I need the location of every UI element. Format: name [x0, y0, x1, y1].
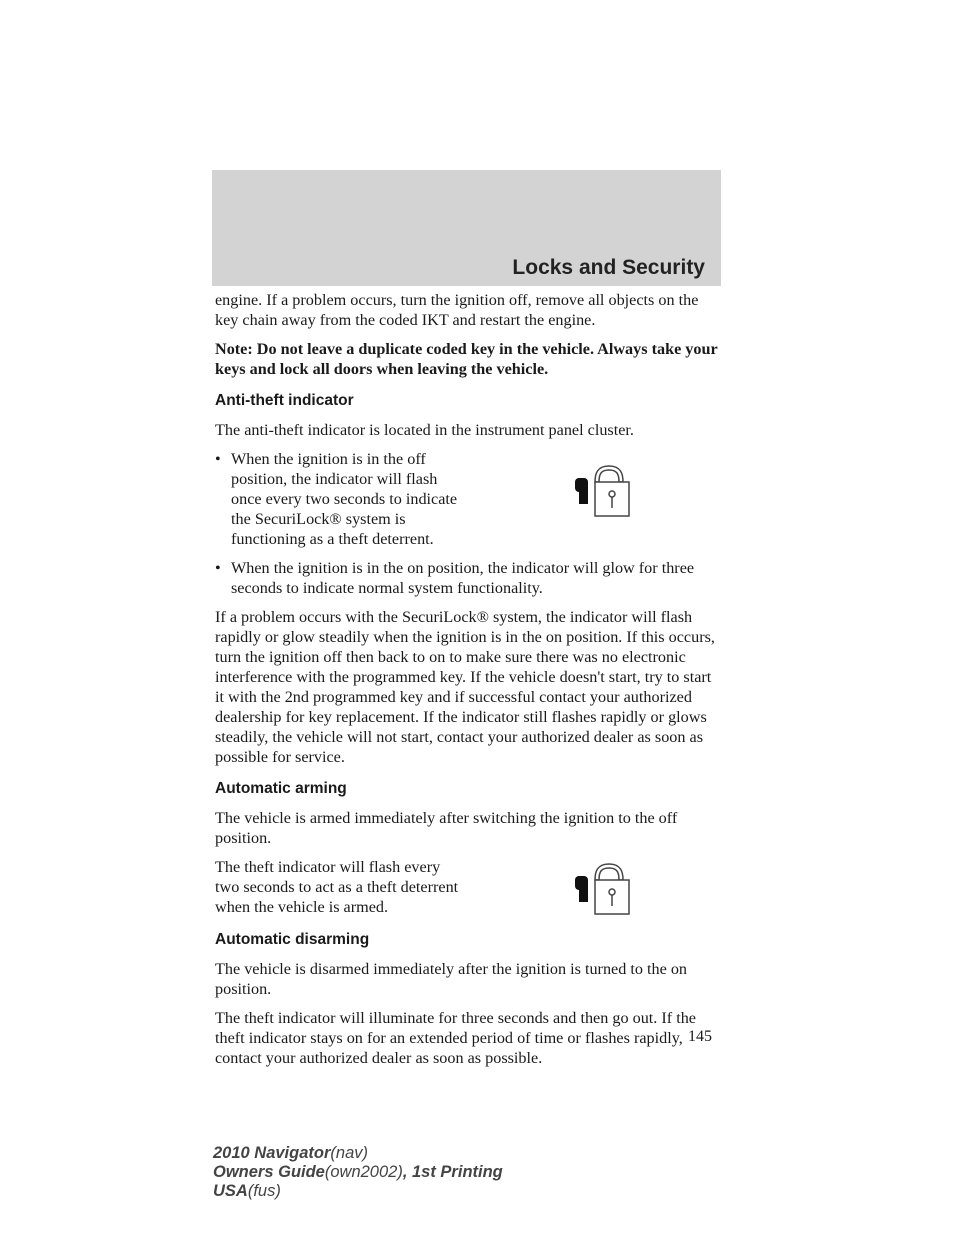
bullet-text: When the ignition is in the off position, the indicator will flash once every two seconds to indicate the SecuriLock® system is functioning as a theft deterrent.	[231, 450, 458, 548]
page-content	[215, 290, 721, 1068]
footer-guide: Owners Guide	[213, 1163, 325, 1181]
anti-theft-lead: The anti-theft indicator is located in the instrument panel cluster.	[215, 421, 634, 439]
vehicle-lock-icon	[575, 460, 635, 520]
footer-line-2	[213, 1163, 503, 1182]
automatic-disarming-heading: Automatic disarming	[215, 931, 370, 948]
disarming-paragraph-2: The theft indicator will illuminate for three seconds and then go out. If the theft indicator stays on for an extended period of time or flashes rapidly, contact your authorized dealer as soon as possible.	[215, 1009, 696, 1067]
problem-paragraph: If a problem occurs with the SecuriLock® system, the indicator will flash rapidly or glow steadily when the ignition is in the on position. If this occurs, turn the ignition off then back to on to make sure there was no electronic interference with the programmed key. If the vehicle doesn't start, try to start it with the 2nd programmed key and if successful contact your authorized dealership for key replacement. If the indicator still flashes rapidly or glows steadily, the vehicle will not start, contact your authorized dealer as soon as possible for service.	[215, 608, 715, 766]
arming-with-icon	[215, 848, 721, 918]
automatic-arming-heading: Automatic arming	[215, 780, 347, 797]
header-band	[212, 170, 721, 286]
page-number: 145	[688, 1028, 712, 1045]
note-paragraph: Note: Do not leave a duplicate coded key in the vehicle. Always take your keys and lock all doors when leaving the vehicle.	[215, 340, 718, 378]
anti-theft-heading: Anti-theft indicator	[215, 392, 354, 409]
arming-paragraph-2: The theft indicator will flash every two seconds to act as a theft deterrent when the vehicle is armed.	[215, 858, 459, 916]
section-title: Locks and Security	[512, 256, 705, 279]
footer-line-3	[213, 1182, 503, 1201]
intro-paragraph: engine. If a problem occurs, turn the ignition off, remove all objects on the key chain away from the coded IKT and restart the engine.	[215, 291, 699, 329]
vehicle-lock-icon	[575, 858, 635, 918]
footer-line-1	[213, 1144, 503, 1163]
footer-printing: , 1st Printing	[402, 1163, 503, 1181]
bullet-with-icon	[215, 440, 721, 549]
footer-region: USA	[213, 1182, 248, 1200]
bullet-item	[215, 449, 465, 549]
footer-model-code: (nav)	[330, 1144, 368, 1162]
footer-model: 2010 Navigator	[213, 1144, 331, 1162]
print-footer	[213, 1144, 503, 1201]
footer-guide-code: (own2002)	[324, 1163, 403, 1181]
bullet-mark: •	[215, 559, 221, 577]
bullet-mark: •	[215, 450, 221, 468]
footer-region-code: (fus)	[247, 1182, 281, 1200]
bullet-text: When the ignition is in the on position, the indicator will glow for three seconds to indicate normal system functionality.	[231, 559, 695, 597]
arming-paragraph-1: The vehicle is armed immediately after switching the ignition to the off position.	[215, 809, 678, 847]
disarming-paragraph-1: The vehicle is disarmed immediately after the ignition is turned to the on position.	[215, 960, 688, 998]
bullet-item	[215, 558, 721, 598]
